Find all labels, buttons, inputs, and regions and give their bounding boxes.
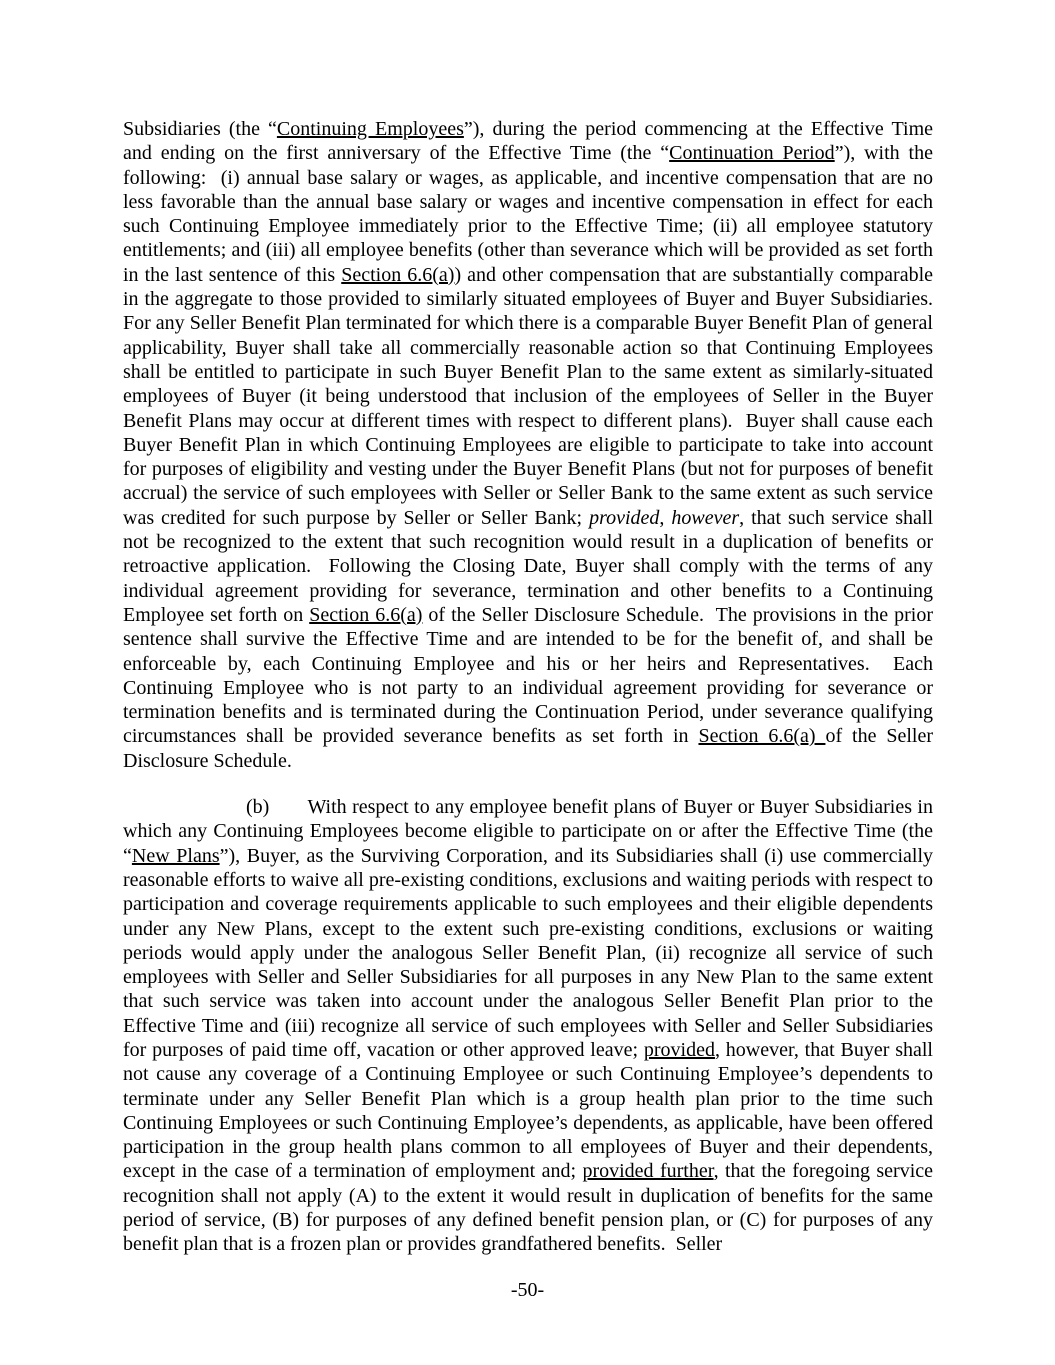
text-segment: , that the foregoing service recognition shall not apply (A) to the extent it would result in duplication of benefits for the same period of service, (B) for purposes of any defined benefit pension plan, or (C) for purposes of any benefit plan that is a frozen plan or provides grandfathered benefits. Seller bbox=[123, 1160, 939, 1256]
text-segment: , that such service shall not be recognized to the extent that such recognition would result in a duplication of benefits or retroactive application. Following the Closing Date, Buyer shall comply with the terms of any individual agreement providing for severance, termination and other benefits to a Continuing Employee set forth on bbox=[123, 506, 938, 626]
text-segment: , however, that Buyer shall not cause any coverage of a Continuing Employee or such Continuing Employee’s dependents to terminate under any Seller Benefit Plan which is a group health plan prior to the time such Continuing Employees or such Continuing Employee’s dependents, as applicable, have been offered participation in the group health plans common to all employees of Buyer and their dependents, except in the case of a termination of employment and; bbox=[123, 1038, 938, 1183]
continuation-paragraph bbox=[123, 117, 943, 773]
text-segment: ”), during the period commencing at the Effective Time and ending on the first anniversary of the Effective Time (the “ bbox=[123, 118, 939, 165]
text-segment: (b) bbox=[246, 796, 270, 819]
text-segment bbox=[269, 796, 307, 818]
text-segment: Continuing Employees bbox=[276, 118, 464, 140]
text-segment: provided bbox=[589, 506, 660, 529]
text-segment: ) and other compensation that are substantially comparable in the aggregate to those provided to similarly situated employees of Buyer and Buyer Subsidiaries. For any Seller Benefit Plan terminated for which there is a comparable Buyer Benefit Plan of general applicability, Buyer shall take all commercially reasonable action so that Continuing Employees shall be entitled to participate in such Buyer Benefit Plan to the same extent as similarly-situated employees of Buyer (it being understood that inclusion of the employees of Seller in the Buyer Benefit Plans may occur at different times with respect to different plans). Buyer shall cause each Buyer Benefit Plan in which Continuing Employees are eligible to participate to take into account for purposes of eligibility and vesting under the Buyer Benefit Plans (but not for purposes of benefit accrual) the service of such employees with Seller or Seller Bank to the same extent as such service was credited for such purpose by Seller or Seller Bank; bbox=[123, 263, 943, 529]
text-segment: of the Seller Disclosure Schedule. The provisions in the prior sentence shall survive the Effective Time and are intended to be for the benefit of, and shall be enforceable by, each Continuing Employee and his or her heirs and Representatives. Each Continuing Employee who is not party to an individual agreement providing for severance or termination benefits and is terminated during the Continuation Period, under severance qualifying circumstances shall be provided severance benefits as set forth in bbox=[123, 603, 939, 748]
text-segment: Section 6.6(a) bbox=[309, 603, 423, 626]
text-segment: provided bbox=[643, 1038, 715, 1061]
text-segment: , bbox=[659, 506, 672, 529]
text-segment: provided further bbox=[582, 1160, 714, 1183]
text-segment: however bbox=[671, 506, 740, 529]
text-segment: of the Seller Disclosure Schedule. bbox=[123, 725, 938, 772]
text-segment: Continuation Period bbox=[669, 142, 835, 165]
document-body bbox=[123, 117, 943, 1257]
text-segment: ”), Buyer, as the Surviving Corporation, and its Subsidiaries shall (i) use commercially reasonable efforts to waive all pre-existing conditions, exclusions and waiting periods with respect to participation and coverage requirements applicable to such employees and their eligible dependents under any New Plans, except to the extent such pre-existing conditions, exclusions or waiting periods would apply under the analogous Seller Benefit Plan, (ii) recognize all service of such employees with Seller and Seller Subsidiaries for all purposes in any New Plan to the same extent that such service was taken into account under the analogous Seller Benefit Plan prior to the Effective Time and (iii) recognize all service of such employees with Seller and Seller Subsidiaries for purposes of paid time off, vacation or other approved leave; bbox=[123, 844, 938, 1061]
text-segment: Section 6.6(a) bbox=[341, 263, 455, 286]
text-segment: Subsidiaries (the “ bbox=[123, 118, 277, 140]
text-segment: ”), with the following: (i) annual base salary or wages, as applicable, and incentive compensation that are no less favorable than the annual base salary or wages and incentive compensation in effect for each such Continuing Employee immediately prior to the Effective Time; (ii) all employee statutory entitlements; and (iii) all employee benefits (other than severance which will be provided as set forth in the last sentence of this bbox=[123, 142, 938, 286]
text-segment: With respect to any employee benefit plans of Buyer or Buyer Subsidiaries in which any Continuing Employees become eligible to participate on or after the Effective Time (the “ bbox=[123, 796, 938, 867]
paragraph-b bbox=[123, 795, 939, 1257]
text-segment: Section 6.6(a) bbox=[698, 725, 826, 748]
text-segment: New Plans bbox=[131, 844, 220, 867]
page-number: -50- bbox=[510, 1279, 545, 1301]
